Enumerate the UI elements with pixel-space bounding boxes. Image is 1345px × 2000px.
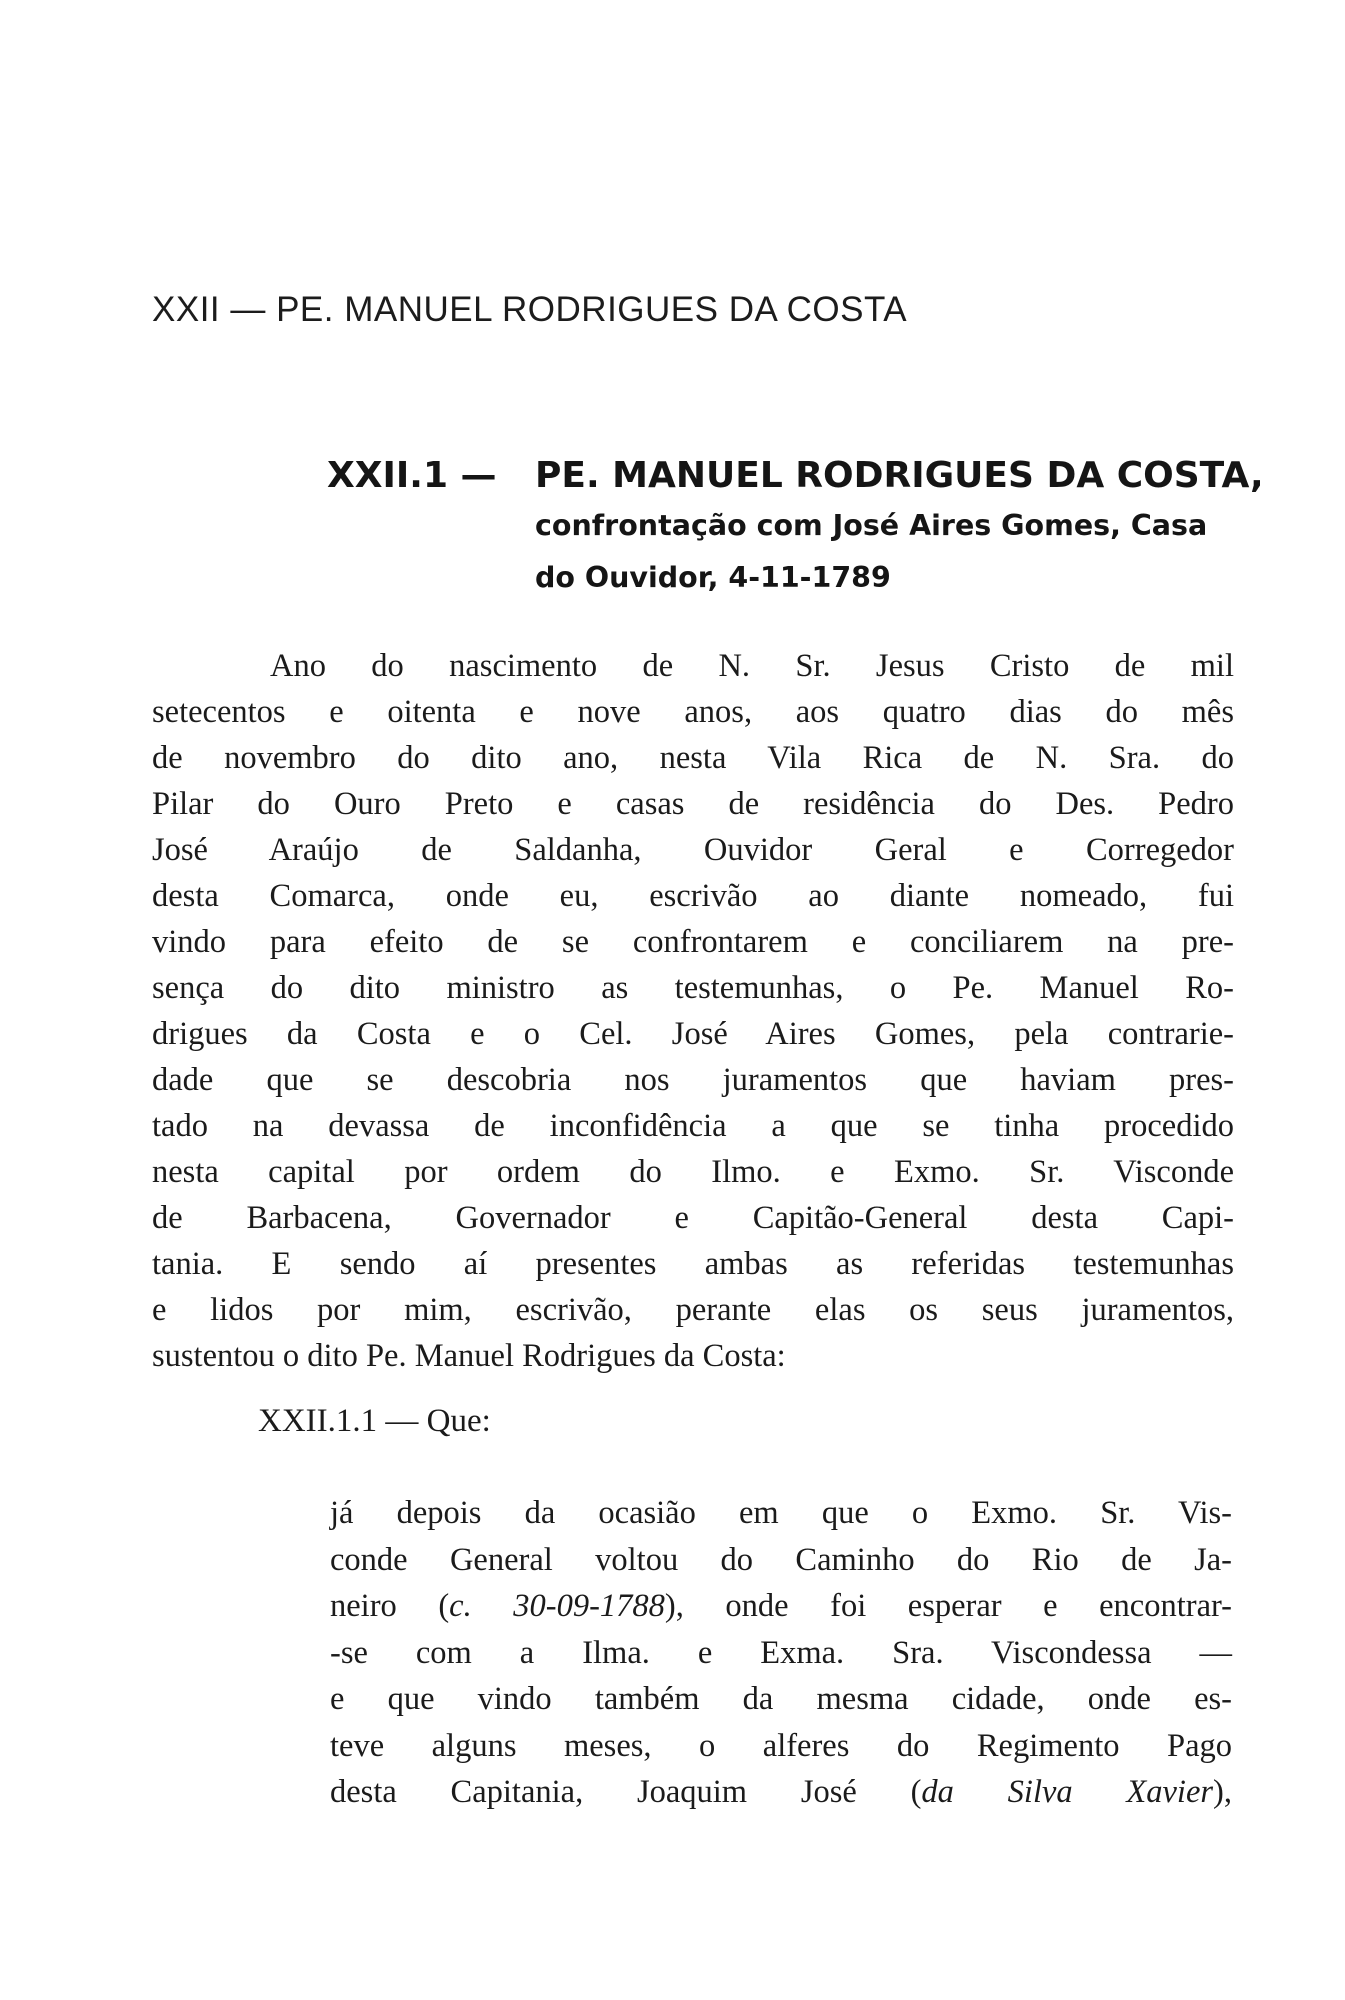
quote-text: ), (1213, 1774, 1232, 1810)
quoted-testimony (330, 1490, 1232, 1816)
body-line: Pilar do Ouro Preto e casas de residência do Des. Pedro (152, 786, 1234, 822)
quote-line (330, 1769, 1232, 1816)
section-subtitle-line: confrontação com José Aires Gomes, Casa (535, 509, 1208, 542)
body-line: dade que se descobria nos juramentos que haviam pres- (152, 1062, 1234, 1098)
section-title: PE. MANUEL RODRIGUES DA COSTA, (535, 455, 1264, 496)
quote-line: teve alguns meses, o alferes do Regimento Pago (330, 1727, 1232, 1764)
subsection-heading: XXII.1.1 — Que: (258, 1403, 491, 1439)
quote-text: neiro ( (330, 1588, 450, 1624)
quote-name-italic: da Silva Xavier (921, 1774, 1214, 1810)
body-line: Ano do nascimento de N. Sr. Jesus Cristo de mil (270, 648, 1234, 684)
section-number: XXII.1 — (327, 455, 497, 496)
chapter-title: XXII — PE. MANUEL RODRIGUES DA COSTA (152, 290, 908, 329)
body-line: tania. E sendo aí presentes ambas as referidas testemunhas (152, 1246, 1234, 1282)
body-line: desta Comarca, onde eu, escrivão ao diante nomeado, fui (152, 878, 1234, 914)
body-line: de novembro do dito ano, nesta Vila Rica de N. Sra. do (152, 740, 1234, 776)
section-heading (327, 455, 1264, 604)
body-line: sustentou o dito Pe. Manuel Rodrigues da Costa: (152, 1338, 786, 1374)
section-subtitle-line: do Ouvidor, 4-11-1789 (535, 561, 891, 594)
body-line: tado na devassa de inconfidência a que se tinha procedido (152, 1108, 1234, 1144)
quote-line: -se com a Ilma. e Exma. Sra. Viscondessa — (330, 1634, 1232, 1671)
quote-line (330, 1583, 1232, 1630)
quote-text: desta Capitania, Joaquim José ( (330, 1774, 922, 1810)
body-line: drigues da Costa e o Cel. José Aires Gomes, pela contrarie- (152, 1016, 1234, 1052)
body-line: nesta capital por ordem do Ilmo. e Exmo. Sr. Visconde (152, 1154, 1234, 1190)
body-line: José Araújo de Saldanha, Ouvidor Geral e Corregedor (152, 832, 1234, 868)
body-line: sença do dito ministro as testemunhas, o Pe. Manuel Ro- (152, 970, 1234, 1006)
quote-line: já depois da ocasião em que o Exmo. Sr. Vis- (330, 1495, 1232, 1531)
body-line: de Barbacena, Governador e Capitão-General desta Capi- (152, 1200, 1234, 1236)
quote-line: e que vindo também da mesma cidade, onde es- (330, 1681, 1232, 1717)
quote-text: ), onde foi esperar e encontrar- (664, 1588, 1232, 1624)
quote-date-italic: c. 30-09-1788 (449, 1588, 665, 1624)
body-line: setecentos e oitenta e nove anos, aos quatro dias do mês (152, 694, 1234, 730)
quote-line: conde General voltou do Caminho do Rio de Ja- (330, 1541, 1232, 1578)
body-line: vindo para efeito de se confrontarem e conciliarem na pre- (152, 924, 1234, 960)
body-line: e lidos por mim, escrivão, perante elas os seus juramentos, (152, 1292, 1234, 1328)
section-heading-line (327, 455, 1264, 496)
body-paragraph (152, 643, 1234, 1379)
